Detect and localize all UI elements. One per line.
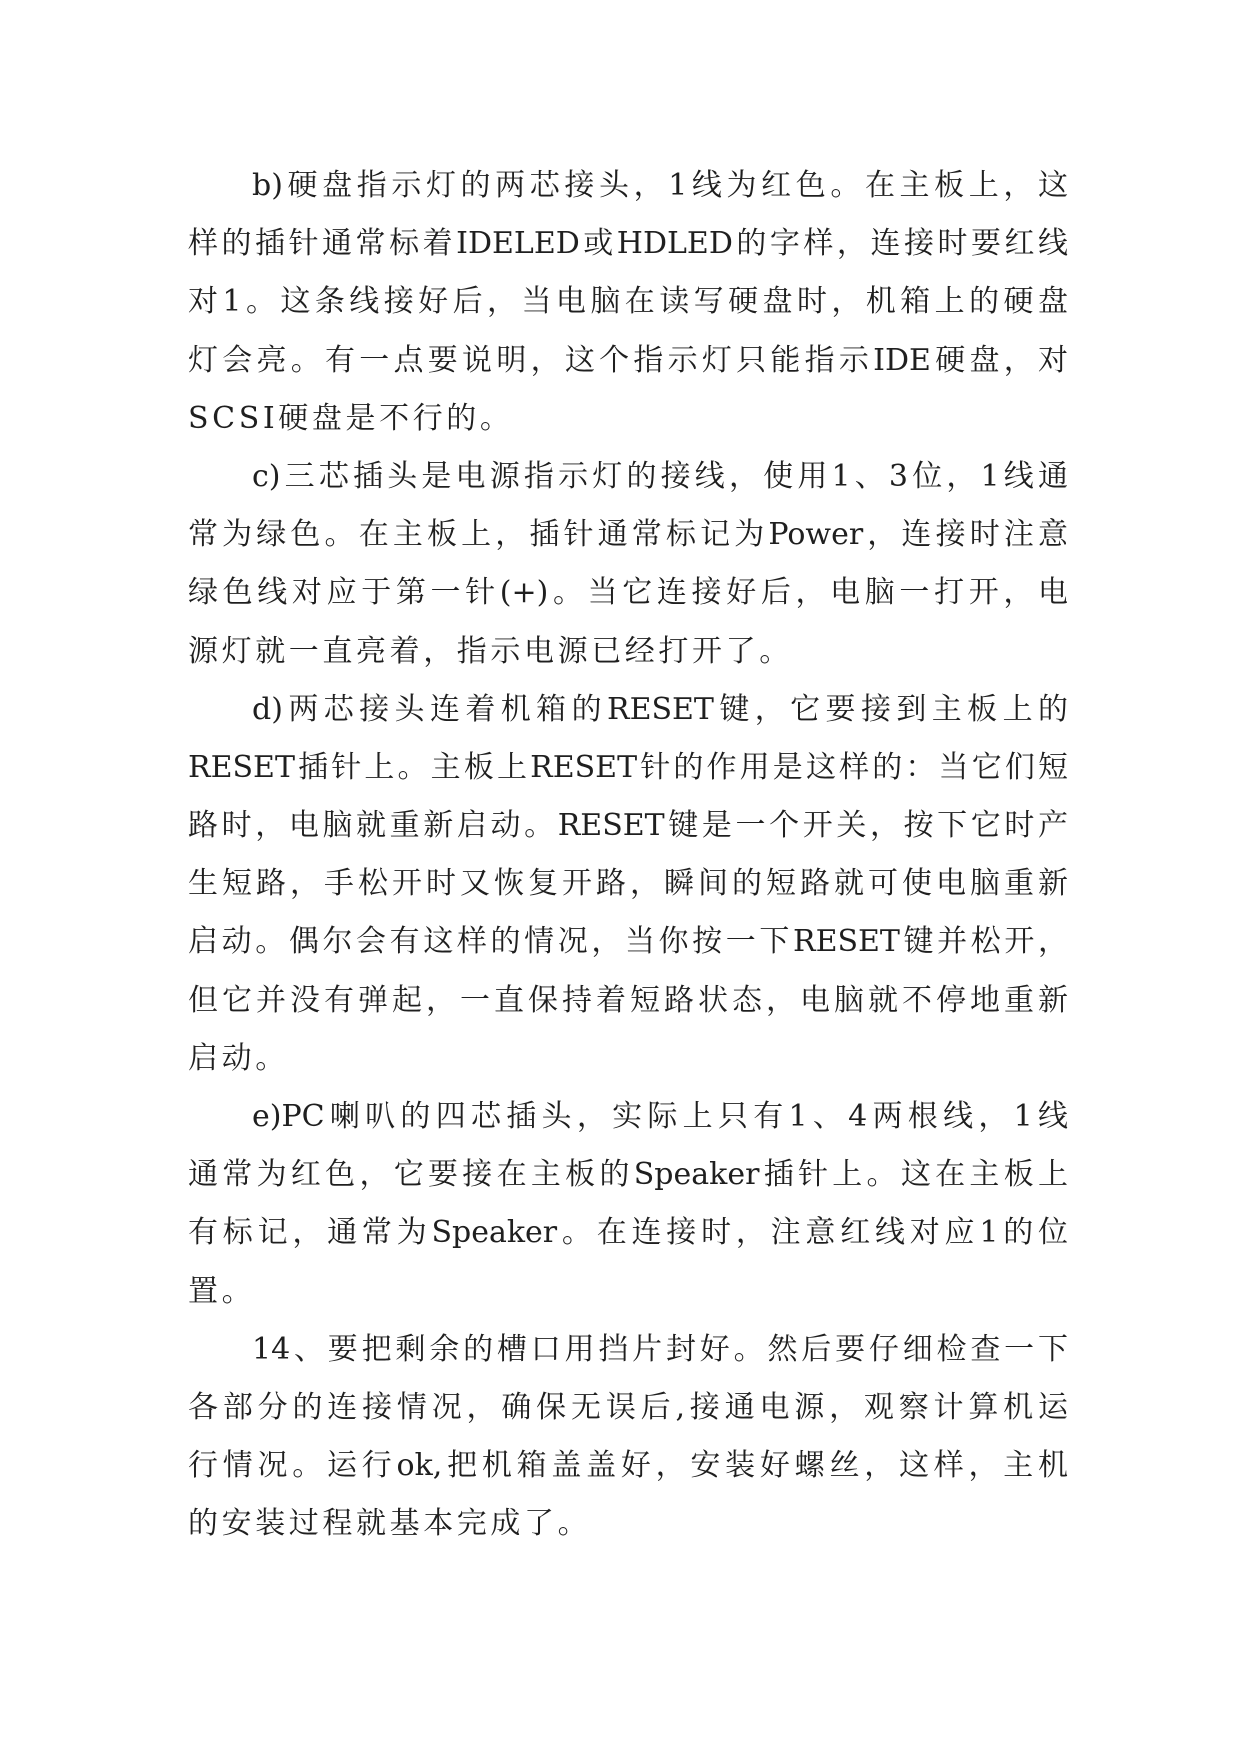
paragraph-line: 有标记，通常为Speaker。在连接时，注意红线对应1的位 xyxy=(188,1215,1068,1251)
paragraph-line: 生短路，手松开时又恢复开路，瞬间的短路就可使电脑重新 xyxy=(188,866,1068,902)
paragraph-d-reset xyxy=(188,681,1068,1088)
paragraph-line: 灯会亮。有一点要说明，这个指示灯只能指示IDE硬盘，对 xyxy=(188,342,1068,378)
paragraph-line: 样的插针通常标着IDELED或HDLED的字样，连接时要红线 xyxy=(188,226,1068,262)
document-body xyxy=(188,157,1068,1554)
paragraph-line: 行情况。运行ok,把机箱盖盖好，安装好螺丝，这样，主机 xyxy=(188,1448,1068,1484)
paragraph-line: 通常为红色，它要接在主板的Speaker插针上。这在主板上 xyxy=(188,1157,1068,1193)
paragraph-e-speaker xyxy=(188,1088,1068,1321)
paragraph-line: 但它并没有弹起，一直保持着短路状态，电脑就不停地重新 xyxy=(188,982,1068,1018)
paragraph-line: 的安装过程就基本完成了。 xyxy=(188,1506,592,1542)
paragraph-line: 路时，电脑就重新启动。RESET键是一个开关，按下它时产 xyxy=(188,808,1068,844)
paragraph-line: c)三芯插头是电源指示灯的接线，使用1、3位，1线通 xyxy=(252,458,1068,494)
paragraph-b-hdd-led xyxy=(188,157,1068,448)
paragraph-c-power-led xyxy=(188,448,1068,681)
paragraph-line: 14、要把剩余的槽口用挡片封好。然后要仔细检查一下 xyxy=(252,1331,1068,1367)
paragraph-14-finish xyxy=(188,1321,1068,1554)
paragraph-line: 各部分的连接情况，确保无误后,接通电源，观察计算机运 xyxy=(188,1389,1068,1425)
paragraph-line: 绿色线对应于第一针(+)。当它连接好后，电脑一打开，电 xyxy=(188,575,1068,611)
paragraph-line: 源灯就一直亮着，指示电源已经打开了。 xyxy=(188,633,793,669)
paragraph-line: RESET插针上。主板上RESET针的作用是这样的：当它们短 xyxy=(188,749,1068,785)
paragraph-line: 常为绿色。在主板上，插针通常标记为Power，连接时注意 xyxy=(188,517,1068,553)
paragraph-line: d)两芯接头连着机箱的RESET键，它要接到主板上的 xyxy=(252,691,1068,727)
paragraph-line: 对1。这条线接好后，当电脑在读写硬盘时，机箱上的硬盘 xyxy=(188,284,1068,320)
paragraph-line: 启动。 xyxy=(188,1040,289,1076)
paragraph-line: e)PC喇叭的四芯插头，实际上只有1、4两根线，1线 xyxy=(252,1099,1068,1134)
paragraph-line: SCSI硬盘是不行的。 xyxy=(188,400,514,436)
paragraph-line: 启动。偶尔会有这样的情况，当你按一下RESET键并松开， xyxy=(188,924,1068,960)
paragraph-line: 置。 xyxy=(188,1273,256,1309)
paragraph-line: b)硬盘指示灯的两芯接头，1线为红色。在主板上，这 xyxy=(252,168,1068,203)
